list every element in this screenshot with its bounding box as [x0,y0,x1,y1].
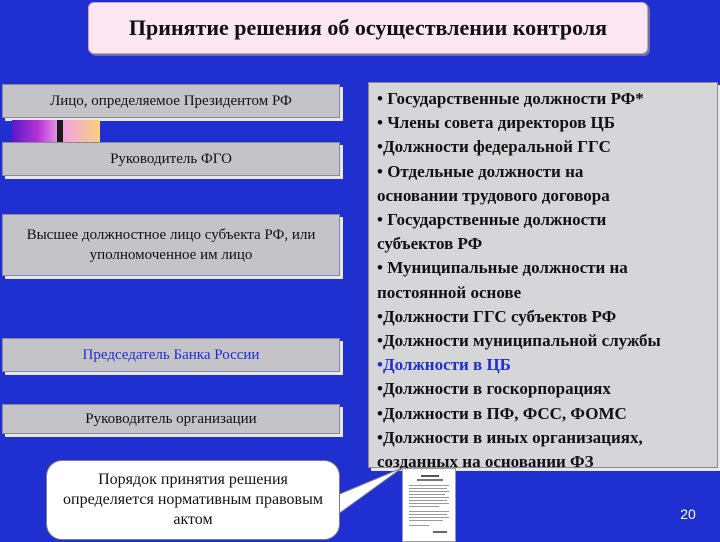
positions-list-item: •Должности федеральной ГГС [377,137,611,157]
positions-list-item: •Должности в иных организациях, [377,427,643,447]
positions-list-item: постоянной основе [377,282,522,302]
gradient-bar [12,120,100,142]
positions-list-item: •Должности в ЦБ [377,355,511,375]
left-box-label: Руководитель ФГО [110,151,232,167]
positions-list-item: основании трудового договора [377,185,610,205]
left-box-label: Лицо, определяемое Президентом РФ [50,93,292,109]
left-box-org-head [2,404,340,434]
positions-list [368,82,718,472]
positions-list-item: • Государственные должности РФ* [377,89,644,108]
positions-list-item: • Государственные должности [377,210,607,230]
callout-note [46,460,340,540]
callout-tail [330,468,410,540]
left-box-label: Председатель Банка России [82,347,260,363]
left-box-label: Высшее должностное лицо субъекта РФ, или уполномоченное им лицо [26,227,316,263]
positions-list-item: •Должности в ПФ, ФСС, ФОМС [377,403,627,423]
positions-list-item: • Муниципальные должности на [377,258,628,278]
document-thumbnail-icon [402,468,456,542]
positions-list-item: • Члены совета директоров ЦБ [377,113,615,133]
left-box-president [2,84,340,118]
gradient-bar-mark [57,120,63,142]
positions-list-item: •Должности в госкорпорациях [377,379,611,399]
left-box-fgo-head [2,142,340,176]
positions-list-item: •Должности муниципальной службы [377,331,661,351]
positions-list-item: созданных на основании ФЗ [377,452,594,472]
slide-title: Принятие решения об осуществлении контроля [88,2,648,54]
positions-list-item: • Отдельные должности на [377,161,584,181]
left-box-label: Руководитель организации [85,411,257,427]
callout-text: Порядок принятия решения определяется нормативным правовым актом [63,471,323,528]
left-box-central-bank [2,338,340,372]
page-number: 20 [680,506,696,522]
positions-list-item: •Должности ГГС субъектов РФ [377,306,617,326]
positions-list-item: субъектов РФ [377,234,483,254]
left-box-region-official [2,214,340,276]
